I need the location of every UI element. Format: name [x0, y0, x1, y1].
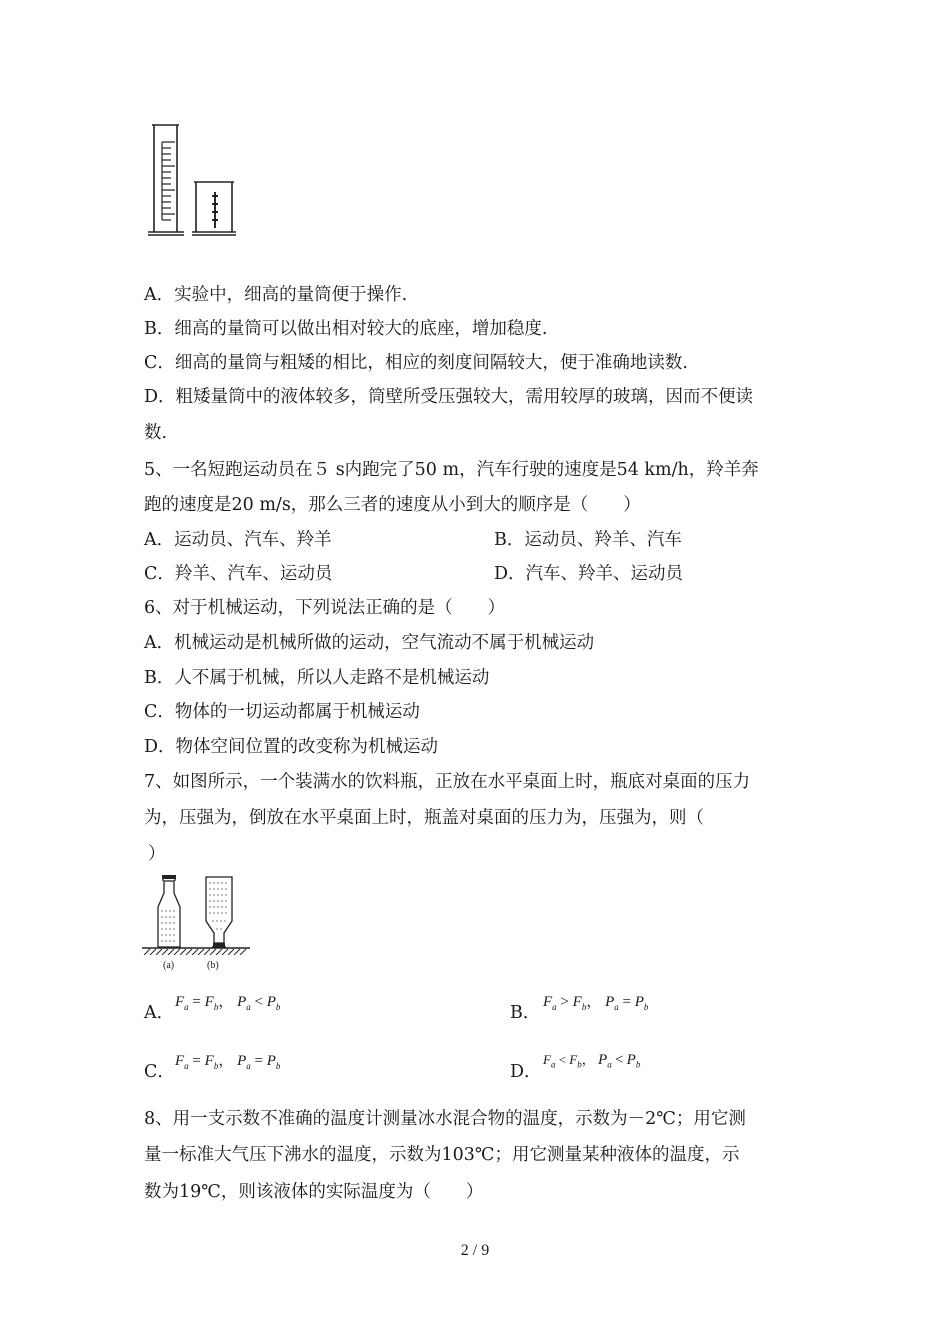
q8-stem-line1: 8、用一支示数不准确的温度计测量冰水混合物的温度，示数为－2℃；用它测	[144, 1109, 746, 1129]
q7-option-d-formula: $F_a < F_b$， $P_a < P_b$	[543, 1052, 641, 1070]
q5-option-c: C．羚羊、汽车、运动员	[144, 564, 333, 584]
q7-option-b-letter: B．	[510, 1003, 541, 1023]
page-number: 2 / 9	[460, 1242, 490, 1259]
q7-option-c-letter: C．	[144, 1062, 175, 1082]
q7-stem-line1: 7、如图所示，一个装满水的饮料瓶，正放在水平桌面上时，瓶底对桌面的压力	[144, 772, 751, 792]
q4-option-b: B．细高的量筒可以做出相对较大的底座，增加稳度.	[144, 319, 548, 339]
q5-stem-line1: 5、一名短跑运动员在５ s内跑完了50 m，汽车行驶的速度是54 km/h，羚羊奔	[144, 460, 759, 480]
q6-option-c: C．物体的一切运动都属于机械运动	[144, 702, 420, 722]
q7-option-b-formula: $F_a > F_b$， $P_a = P_b$	[543, 994, 649, 1012]
q8-stem-line2: 量一标准大气压下沸水的温度，示数为103℃；用它测量某种液体的温度，示	[144, 1145, 740, 1165]
q7-option-a-formula: $F_a = F_b$， $P_a < P_b$	[175, 994, 281, 1012]
q7-option-c-formula: $F_a = F_b$， $P_a = P_b$	[175, 1053, 281, 1071]
q5-option-b: B．运动员、羚羊、汽车	[494, 530, 682, 550]
q7-stem-line2: 为，压强为，倒放在水平桌面上时，瓶盖对桌面的压力为，压强为，则（	[144, 808, 704, 828]
q7-option-d-letter: D．	[510, 1062, 542, 1082]
q6-stem: 6、对于机械运动，下列说法正确的是（ ）	[144, 598, 506, 618]
figure-label-b: (b)	[207, 960, 219, 971]
q8-stem-line3: 数为19℃，则该液体的实际温度为（ ）	[144, 1182, 484, 1202]
q5-option-a: A．运动员、汽车、羚羊	[144, 530, 332, 550]
q7-stem-line3: ）	[148, 844, 166, 864]
q6-option-b: B．人不属于机械，所以人走路不是机械运动	[144, 668, 490, 688]
q5-stem-line2: 跑的速度是20 m/s，那么三者的速度从小到大的顺序是（ ）	[144, 495, 641, 515]
q5-option-d: D．汽车、羚羊、运动员	[494, 564, 684, 584]
q4-option-d: D．粗矮量筒中的液体较多，筒壁所受压强较大，需用较厚的玻璃，因而不便读	[144, 387, 754, 407]
q4-option-c: C．细高的量筒与粗矮的相比，相应的刻度间隔较大，便于准确地读数.	[144, 353, 688, 373]
cylinders-figure	[146, 120, 246, 240]
q6-option-a: A．机械运动是机械所做的运动，空气流动不属于机械运动	[144, 633, 595, 653]
q4-option-d-cont: 数.	[144, 423, 168, 443]
figure-label-a: (a)	[163, 960, 175, 971]
bottles-figure	[140, 873, 255, 955]
q4-option-a: A．实验中，细高的量筒便于操作.	[144, 285, 408, 305]
q7-option-a-letter: A．	[144, 1003, 175, 1023]
q6-option-d: D．物体空间位置的改变称为机械运动	[144, 737, 439, 757]
